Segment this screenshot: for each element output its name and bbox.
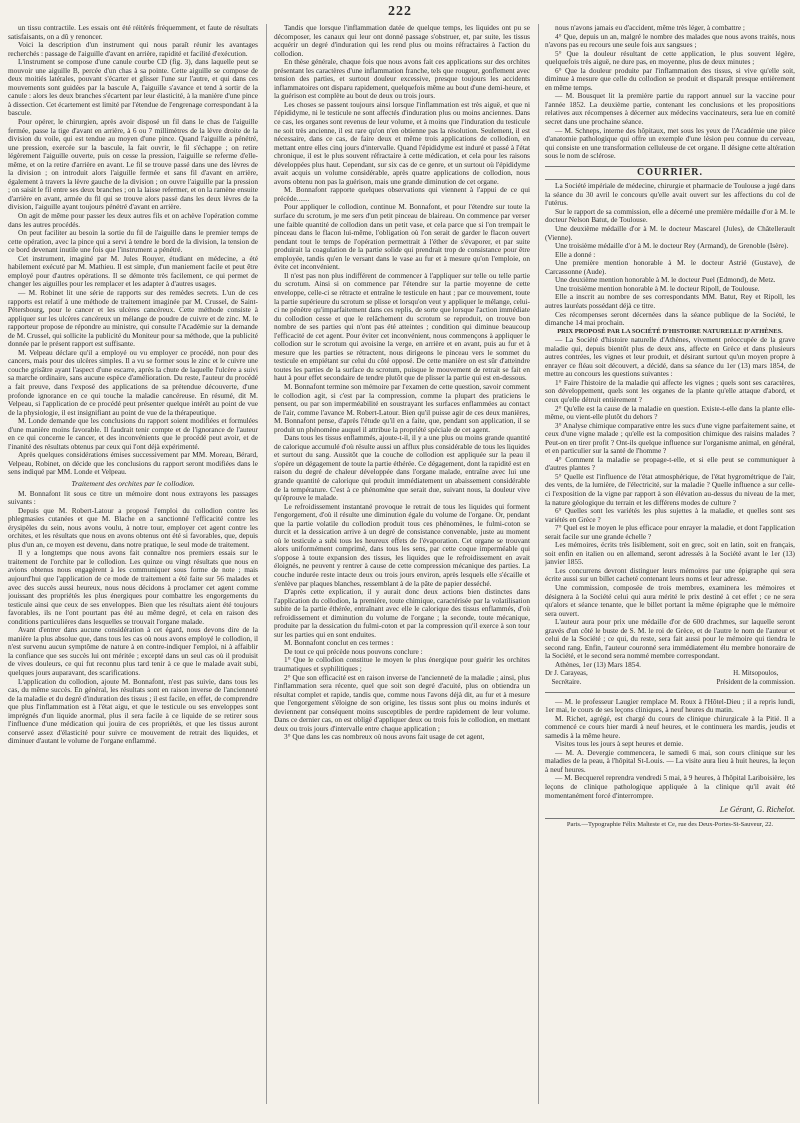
paragraph: M. Bonnafont conclut en ces termes : — [284, 638, 394, 648]
paragraph: On agit de même pour passer les deux autres fils et on achève l'opération comme dans les autres procédés. — [8, 211, 258, 229]
paragraph: Athènes, 1er (13) Mars 1854. — [555, 659, 641, 669]
paragraph: M. Londe demande que les conclusions du rapport soient modifiées et formulées d'une manière moins favorable. Il faudrait tenir compte et de l'ignorance de l'auteur en ce qui concerne le cancer, et des inconvénients que le procédé peut avoir, et de l'inanité des résultats obtenus par ceux qui l'ont déjà expérimenté. — [8, 416, 258, 451]
paragraph: Une commission, composée de trois membres, examinera les mémoires et désignera à la Société celui qui aura mérité le prix destiné à cet effet ; ce ne sera qu'alors et séance tenante, que le billet portant la même épigraphe que le mémoire sera ouvert. — [545, 583, 795, 618]
paragraph: 5° Que la douleur résultant de cette application, le plus souvent légère, quelquefois très aiguë, ne dure pas, en moyenne, plus de deux minutes ; — [545, 48, 795, 67]
signature-block — [545, 669, 795, 686]
paragraph: Une deuxième mention honorable à M. le docteur Puel (Edmond), de Metz. — [555, 275, 776, 285]
page-number: 222 — [388, 4, 412, 19]
paragraph: L'auteur aura pour prix une médaille d'or de 600 drachmes, sur laquelle seront gravés d'un côté le buste de S. M. le roi de Grèce, et de l'autre le nom de l'auteur et celui de la Société ; ce qui, du reste, sera fait aussi pour le mémoire qui tiendra le second rang. Enfin, l'auteur couronné sera immédiatement élu membre honoraire de la Société, et le second sera nommé membre correspondant. — [545, 617, 795, 661]
paragraph: Pour appliquer le collodion, continue M. Bonnafont, et pour l'étendre sur toute la surface du scrotum, je me sers d'un petit pinceau de blaireau. On commence par verser une faible quantité de collodion dans un petit vase, et cela parce que si l'on trempait le pinceau dans le flacon lui-même, l'obligation où l'on serait de garder le flacon ouvert pendant tout le temps de l'opération permettrait à l'éther de s'évaporer, et par suite produirait la coagulation de la partie solide qui prendrait trop de consistance pour être employée, tandis qu'en le versant dans le vase au fur et à mesure qu'on l'emploie, on évite cet inconvénient. — [274, 202, 530, 272]
paragraph: Le refroidissement instantané provoque le retrait de tous les liquides qui forment l'engorgement, d'où il résulte une diminution égale du volume de l'organe. Or, pendant que la partie volatile du collodion produit tous ces phénomènes, le fulmi-coton se durcit et la dessication arrive à un degré de consistance convenable, juste au moment où le testicule a subi tous les heureux effets de l'évaporation. Cet organe se trouvant alors uniformément comprimé, dans tous les sens, par cette coque imperméable qui s'oppose à toute expansion des tissus, les liquides que le refroidissement en avait éloignés, ne peuvent y rentrer à cause de cette compression mécanique des parties. La couche indurée reste intacte deux ou trois jours environ, après lesquels elle s'écaille et s'enlève par plaques blanches, ressemblant à de la pâte de papier desséché. — [274, 501, 530, 588]
paragraph: nous n'avons jamais eu d'accident, même très léger, à combattre ; — [555, 24, 745, 32]
column-2-paragraphs — [274, 24, 530, 742]
paragraph: Les choses se passent toujours ainsi lorsque l'inflammation est très aiguë, et que ni l'épididyme, ni le testicule ne sont affectés d'induration plus ou moins anciennes. Dans ce cas, les organes sont revenus de leur volume, et à moins que l'induration du testicule ne soit très ancienne, il est rare qu'on n'en obtienne pas la résolution. Seulement, il est nécessaire, dans ce cas, de faire deux et même trois applications de collodion, en mettant entre elles cinq jours d'intervalle. Quand l'épididyme est induré et passé à l'état chronique, il est le plus souvent réfractaire à cette médication, et cela pour les raisons développées plus haut. Cependant, sur six cas de ce genre, et un surtout où l'épididyme avait acquis un volume considérable, après quatre applications de collodion, nous avons obtenu non pas la guérison, mais une grande diminution de cet organe. — [274, 99, 530, 186]
paragraph: Depuis que M. Robert-Latour a proposé l'emploi du collodion contre les phlegmasies cutanées et que M. Blache en a sanctionné l'efficacité contre les érysipèles du sein, nous avons voulu, à notre tour, employer cet agent contre les orchites, et les résultats que nous en avons obtenus ont été si favorables, que, depuis plus d'un an, ce moyen est devenu, dans notre pratique, le seul mode de traitement. — [8, 505, 258, 549]
paragraph: La Société impériale de médecine, chirurgie et pharmacie de Toulouse a jugé dans la séance du 30 avril le concours qu'elle avait ouvert sur les affections du col de l'utérus. — [545, 181, 795, 208]
column-1 — [8, 24, 258, 1104]
column-2 — [274, 24, 530, 1104]
column-3-paragraphs-d — [545, 698, 795, 801]
paragraph: — M. Becquerel reprendra vendredi 5 mai, à 9 heures, à l'hôpital Lariboisière, les leçons de clinique pathologique appliquée à la clinique qu'il avait été momentanément forcé d'interrompre. — [545, 773, 795, 800]
paragraph: 6° Que la douleur produite par l'inflammation des tissus, si vive qu'elle soit, diminue à mesure que celle du collodion se produit et disparaît presque entièrement en même temps. — [545, 65, 795, 92]
column-3-paragraphs-b — [545, 182, 795, 327]
paragraph: 1° Faire l'histoire de la maladie qui affecte les vignes ; quels sont ses caractères, son développement, quels sont les organes de la plante qu'elle attaque d'abord, et ceux qu'elle détruit entièrement ? — [545, 377, 795, 404]
paragraph: On peut faciliter au besoin la sortie du fil de l'aiguille dans le premier temps de cette opération, avec la pince qui a servi à tendre le bord de la division, la tension de ce bord devenant inutile une fois que l'instrument a pénétré. — [8, 228, 258, 255]
secretary-role: Secrétaire. — [551, 678, 582, 687]
paragraph: 6° Quelles sont les variétés les plus sujettes à la maladie, et quelles sont ses variétés en Grèce ? — [545, 506, 795, 524]
paragraph: Les concurrens devront distinguer leurs mémoires par une épigraphe qui sera écrite aussi sur un billet cacheté contenant leurs noms et leur adresse. — [545, 565, 795, 584]
paragraph: Tandis que lorsque l'inflammation datée de quelque temps, les liquides ont pu se décomposer, les canaux qui leur ont donné passage s'obstruer, et, par suite, les tissus acquérir un degré d'induration qui les rend plus ou moins réfractaires à l'action du collodion. — [274, 24, 530, 58]
paragraph: Il n'est pas non plus indifférent de commencer à l'appliquer sur telle ou telle partie du scrotum. Ainsi si on commence par l'étendre sur la partie moyenne de cette enveloppe, celle-ci se rétracte et entraîne le testicule en haut ; par ce mouvement, toute la partie supérieure du scrotum se plisse et lorsqu'on veut y appliquer le mélange, celui-ci ne pénètre qu'imparfaitement dans ces replis, de sorte que lorsque l'action immédiate du collodion cesse et que le relâchement du scrotum se reproduit, on trouve bon nombre de ses parties qui n'ont pas été atteintes ; condition qui diminue beaucoup l'efficacité de cet agent. Pour éviter cet inconvénient, nous commençons à appliquer le collodion sur le scrotum qui avoisine la verge, en arrière et en avant, puis au fur et à mesure que les parties se rétractent, nous dirigeons le pinceau vers le sommet du testicule en empiétant sur celui du côté opposé. De cette manière on est sûr d'atteindre toutes les parties de la surface du scrotum, puisque le mouvement de retrait se fait en haut à pour effet secondaire de tendre plutôt que de plisser la partie qui est en-dessous. — [274, 270, 530, 383]
printer-line: Paris.—Typographie Félix Malteste et Ce, rue des Deux-Portes-St-Sauveur, 22. — [545, 818, 795, 830]
paragraph: Ces récompenses seront décernées dans la séance publique de la Société, le dimanche 14 mai prochain. — [545, 309, 795, 328]
paragraph: Avant d'entrer dans aucune considération à cet égard, nous devons dire de la manière la plus absolue que, dans tous les cas où nous avons employé le collodion, il n'est survenu aucun symptôme de nature à en contre-indiquer l'emploi, ni à affaiblir la confiance que ses succès lui ont méritée ; excepté dans un seul cas où il produisit de vives douleurs, ce qui fut reconnu plus tard tenir à ce que le malade avait subi, quelques jours auparavant, des scarifications. — [8, 625, 258, 678]
paragraph: Cet instrument, imaginé par M. Jules Rouyer, étudiant en médecine, a été habilement exécuté par M. Mathieu. Il est simple, d'un maniement facile et peut être employé pour d'autres opérations. Il se démonte très facilement, ce qui permet de changer les aiguilles pour les remplacer et les adapter à d'autres usages. — [8, 253, 258, 289]
prize-heading: PRIX PROPOSÉ PAR LA SOCIÉTÉ D'HISTOIRE NATURELLE D'ATHÈNES. — [557, 327, 783, 335]
paragraph: L'instrument se compose d'une canule courbe CD (fig. 3), dans laquelle peut se mouvoir une aiguille B, percée d'un chas à sa pointe. Cette aiguille se compose de deux moitiés latérales, pouvant s'écarter et glisser l'une sur l'autre, et qui dans ces mouvements sont guidées par la bascule A, l'aiguille s'avance et tend à sortir de la canule : alors les deux branches s'écartent par leur élasticité, à la manière d'une pince à dissection. Cet écartement est limité par l'étendue de l'engrenage correspondant à la bascule. — [8, 57, 258, 118]
paragraph: Une deuxième médaille d'or à M. le docteur Mascarel (Jules), de Châtellerault (Vienne). — [545, 224, 795, 242]
paragraph: M. Richet, agrégé, est chargé du cours de clinique chirurgicale à la Pitié. Il a commencé ce cours hier mardi à neuf heures, et le continuera les mardis, jeudis et samedis à la même heure. — [545, 713, 795, 740]
paragraph: L'application du collodion, ajoute M. Bonnafont, n'est pas suivie, dans tous les cas, du même succès. En général, les résultats sont en raison inverse de l'ancienneté de la maladie et du degré d'induration des tissus ; il est facile, en effet, de comprendre que plus l'inflammation est à l'état aigu, et que le testicule ou ses enveloppes sont imprégnés d'un liquide anormal, plus il sera facile à ce liquide de se retirer sous l'influence d'une médication qui jouira de ces propriétés, et que les tissus auront conservé assez d'élasticité pour suivre ce mouvement de retrait des liquides, et diminuer d'autant le volume de l'organe enflammé. — [8, 676, 258, 746]
paragraph: M. Bonnafont rapporte quelques observations qui viennent à l'appui de ce qui précède....... — [274, 185, 530, 203]
paragraph: Voici la description d'un instrument qui nous paraît réunir les avantages recherchés : passage de l'aiguille d'avant en arrière, rapidité et facilité d'exécution. — [8, 40, 258, 58]
column-1-paragraphs — [8, 24, 258, 477]
paragraph: 3° Analyse chimique comparative entre les sucs d'une vigne parfaitement saine, et ceux d'une vigne malade ; qu'elle est la composition chimique des raisins malades ? Peut-on en tirer profit ? Ont-ils quelque influence sur l'organisme animal, en général, et en particulier sur la santé de l'homme ? — [545, 420, 795, 456]
paragraph: — M. Bousquet lit la première partie du rapport annuel sur la vaccine pour l'année 1852. La deuxième partie, contenant les conclusions et les propositions relatives aux récompenses à décerner aux médecins vaccinateurs, sera lue en comité secret dans une prochaine séance. — [545, 91, 795, 127]
paragraph: — M. Schneps, interne des hôpitaux, met sous les yeux de l'Académie une pièce d'anatomie pathologique qui offre un exemple d'une lésion peu connue du cerveau, qui consiste en une transformation celluleuse de cet organe. Il désigne cette altération sous le nom de sclérose. — [545, 125, 795, 161]
president-name: H. Mitsopoulos, — [733, 669, 779, 678]
paragraph: M. Bonnafont lit sous ce titre un mémoire dont nous extrayons les passages suivants : — [8, 488, 258, 507]
paragraph: Pour opérer, le chirurgien, après avoir disposé un fil dans le chas de l'aiguille fermée, passe la tige d'avant en arrière, à 6 ou 7 millimètres de la lèvre droite de la division du voile, qui est tendue au moyen d'une pince. Quand l'aiguille a pénétré, une pression, exercée sur la bascule, la fait ouvrir, le fil s'échappe ; on retire légèrement l'aiguille ouverte, puis on cesse la pression, l'aiguille se referme d'elle-même, et on la retire d'arrière en avant. Le fil se trouve passé dans une des lèvres de la division ; on introduit alors l'aiguille fermée et sans fil d'avant en arrière, également à travers la lèvre gauche de la division ; on ouvre l'aiguille par la pression ; on saisit le fil entre ses deux branches ; on la laisse refermer, et on la ramène ensuite d'arrière en avant, armée du fil qui se trouve alors passé dans les deux lèvres de la division, l'aiguille ayant toujours pénétré d'avant en arrière. — [8, 117, 258, 212]
paragraph: 2° Que son efficacité est en raison inverse de l'ancienneté de la maladie ; ainsi, plus l'inflammation sera récente, quel que soit son degré d'acuité, plus on obtiendra un résultat complet et rapide, tandis que, comme nous l'avons déjà dit, au fur et à mesure que l'engorgement s'éloigne de son origine, les tissus sont plus ou moins indurés et deviennent par conséquent moins susceptibles de perdre rapidement de leur volume. Dans ce dernier cas, on est obligé d'appliquer deux ou trois fois le collodion, en mettant deux ou trois jours d'intervalle entre chaque application ; — [274, 672, 530, 733]
paragraph: Sur le rapport de sa commission, elle a décerné une première médaille d'or à M. le docteur Nelson Batut, de Toulouse. — [545, 206, 795, 225]
paragraph: 2° Qu'elle est la cause de la maladie en question. Existe-t-elle dans la plante elle-même, ou vient-elle plutôt du dehors ? — [545, 403, 795, 422]
paragraph: — M. A. Devergie commencera, le samedi 6 mai, son cours clinique sur les maladies de la peau, à l'hôpital St-Louis. — La visite aura lieu à huit heures, la leçon à neuf heures. — [545, 747, 795, 774]
column-divider — [538, 24, 539, 1104]
paragraph: D'après cette explication, il y aurait donc deux actions bien distinctes dans l'application du collodion, la première, toute chimique, caractérisée par la volatilisation subite de la partie éthérée, entraînant avec elle le calorique des tissus enflammés, d'où refroidissement et diminution du volume de l'organe ; la seconde, toute mécanique, produite par la dessication du fulmi-coton et par la compression qu'il exerce à son tour sur les parties qui en sont enduites. — [274, 587, 530, 639]
paragraph: Elle a inscrit au nombre de ses correspondants MM. Batut, Rey et Ripoll, les autres lauréats possédant déjà ce titre. — [545, 292, 795, 310]
paragraph: 3° Que dans les cas nombreux où nous avons fait usage de cet agent, — [284, 732, 485, 742]
signature-left — [545, 669, 588, 686]
president-role: Président de la commission. — [716, 678, 795, 687]
separator-rule — [545, 692, 795, 693]
paragraph: Une première mention honorable à M. le docteur Astrié (Gustave), de Carcassonne (Aude). — [545, 258, 795, 276]
paragraph: un tissu contractile. Les essais ont été réitérés fréquemment, et faute de résultats satisfaisants, on a dû y renoncer. — [8, 24, 258, 41]
paragraph: M. Velpeau déclare qu'il a employé ou vu employer ce procédé, non pour des cancers, mais pour des ulcères simples. Il a vu se former sous le zinc et le cuivre une couche grisâtre ayant l'aspect d'une escarre, après la chute de laquelle l'ulcère a suivi sa marche ordinaire, sans aucune espèce d'amélioration. Du reste, l'auteur du procédé a fait preuve, dans l'exposé des applications de sa prétendue découverte, d'une profonde ignorance en ce qui touche la maladie cancéreuse. En résumé, dit M. Velpeau, si l'application de ce procédé peut présenter quelque intérêt au point de vue de la physiologie, il est insignifiant au point de vue de la thérapeutique. — [8, 347, 258, 417]
column-3-paragraphs — [545, 24, 795, 161]
gerant-line: Le Gérant, G. Richelot. — [719, 805, 795, 815]
paragraph: 5° Quelle est l'influence de l'état atmosphérique, de l'état hygrométrique de l'air, des vents, de la lumière, de l'électricité, sur la maladie ? Quelle influence a sur celle-ci l'exposition de la vigne par rapport à son élévation au-dessus du niveau de la mer, la nature géologique du terrain et les différens modes de culture ? — [545, 471, 795, 507]
paragraph: 4° Que, depuis un an, malgré le nombre des malades que nous avons traités, nous n'avons pas eu recours une seule fois aux sangsues ; — [545, 31, 795, 50]
paragraph: 4° Comment la maladie se propage-t-elle, et si elle peut se communiquer à d'autres plantes ? — [545, 454, 795, 473]
courrier-heading: COURRIER. — [545, 166, 795, 181]
signature-right — [716, 669, 795, 686]
paragraph: M. Bonnafont termine son mémoire par l'examen de cette question, savoir comment le collodion agit, si c'est par la compression, comme la plupart des praticiens le pensent, ou par son imperméabilité en soustrayant les surfaces enflammées au contact de l'air, comme l'avance M. Robert-Latour. Bien qu'il puisse agir de ces deux manières, M. Bonnafont pense, d'après l'étude qu'il en a faite, que, pendant son application, il se produit un phénomène auquel il attribue la propriété spéciale de cet agent. — [274, 381, 530, 434]
paragraph: Une troisième médaille d'or à M. le docteur Rey (Armand), de Grenoble (Isère). — [555, 241, 789, 251]
column-3 — [545, 24, 795, 1104]
paragraph: Les mémoires, écrits très lisiblement, soit en grec, soit en latin, soit en français, soit enfin en italien ou en allemand, seront adressés à la Société avant le 1er (13) janvier 1855. — [545, 540, 795, 567]
column-1-paragraphs-b — [8, 490, 258, 746]
paragraph: 7° Quel est le moyen le plus efficace pour enrayer la maladie, et dont l'application serait facile sur une grande échelle ? — [545, 523, 795, 541]
paragraph: — M. Robinet lit une série de rapports sur des remèdes secrets. L'un de ces rapports est relatif à une méthode de traitement imaginée par M. Crussel, de Saint-Pétersbourg, pour le cancer et les ulcères cancéreux. Cette méthode consiste à appliquer sur les ulcères cancéreux un mélange de poudre de cuivre et de zinc. M. le rapporteur propose de répondre au ministre, qui consulte l'Académie sur la demande de M. Crussel, qui sollicite la publicité du Moniteur pour sa méthode, que la publicité donnée par le présent rapport est suffisante. — [8, 287, 258, 349]
secretary-name: Dr J. Carayeas, — [545, 669, 588, 678]
paragraph: Il y a longtemps que nous avons fait connaître nos premiers essais sur le traitement de l'orchite par le collodion. Les quinze ou vingt résultats que nous en avions obtenus nous engagèrent à les communiquer sous forme de note ; mais aujourd'hui que l'application de ce mode de traitement a été faite sur 56 malades et avec des succès aussi heureux, nous nous décidons à proclamer cet agent comme jouissant des propriétés les plus énergiques pour combattre les engorgements du testicule ainsi que ceux de ses enveloppes. Bien que les résultats aient été toujours favorables, ils ne l'ont pourtant pas été au même degré, et cela en raison des conditions particulières dans lesquelles se trouvait l'organe malade. — [8, 548, 258, 626]
column-divider — [266, 24, 267, 1104]
paragraph: De tout ce qui précède nous pouvons conclure : — [284, 646, 423, 656]
paragraph: Elle a donné : — [555, 249, 596, 259]
paragraph: Une troisième mention honorable à M. le docteur Ripoll, de Toulouse. — [555, 283, 760, 293]
paragraph: Après quelques considérations émises successivement par MM. Moreau, Bérard, Velpeau, Robinet, on décide que les conclusions du rapport seront modifiées dans le sens indiqué par MM. Londe et Velpeau. — [8, 450, 258, 477]
paragraph: Visites tous les jours à sept heures et demie. — [555, 739, 684, 749]
column-3-paragraphs-c — [545, 336, 795, 669]
paragraph: 1° Que le collodion constitue le moyen le plus énergique pour guérir les orchites traumatiques et syphilitiques ; — [274, 655, 530, 674]
paragraph: — La Société d'histoire naturelle d'Athènes, vivement préoccupée de la grave maladie qui, depuis bientôt plus de deux ans, affecte en Grèce et dans plusieurs autres contrées, les vignes et leur produit, et désirant surtout qu'un moyen propre à enrayer ce fléau soit découvert, a décidé, dans sa séance du 1er (13) mars 1854, de mettre au concours les questions suivantes : — [545, 335, 795, 379]
orchites-heading: Traitement des orchites par le collodion. — [71, 478, 195, 488]
paragraph: Dans tous les tissus enflammés, ajoute-t-il, il y a une plus ou moins grande quantité de calorique accumulé d'où résulte aussi un afflux plus considérable de tous les liquides et surtout du sang. Aussitôt que la couche de collodion est appliquée sur la peau il s'opère un dégagement de toute la partie éthérée. Ce dégagement, dont la rapidité est en raison du degré de chaleur développée dans l'organe malade, entraîne avec lui une grande quantité de calorique qui produit immédiatement un abaissement considérable de la température. C'est à ce phénomène que serait due, suivant nous, la douleur vive qu'éprouve le malade. — [274, 433, 530, 503]
paragraph: — M. le professeur Laugier remplace M. Roux à l'Hôtel-Dieu ; il a repris lundi, 1er mai, le cours de ses leçons cliniques, à neuf heures du matin. — [545, 696, 795, 715]
paragraph: En thèse générale, chaque fois que nous avons fait ces applications sur des orchites présentant les caractères d'une inflammation franche, tels que rougeur, gonflement avec tension des parties, et surtout douleur excessive, presque toujours les accidents inflammatoires ont disparu rapidement, quelquefois même au bout d'une demi-heure, et la guérison est complète au bout de deux ou trois jours. — [274, 57, 530, 101]
